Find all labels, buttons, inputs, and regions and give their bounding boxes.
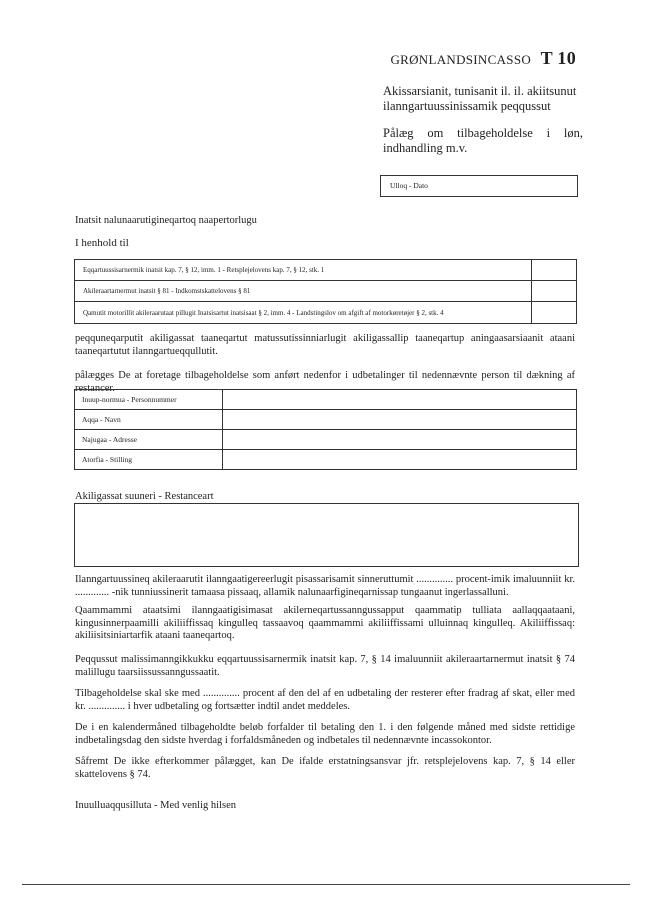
person-table [74,389,577,470]
personnummer-field[interactable] [223,390,577,410]
issuer-name: GRØNLANDSINCASSO [390,52,532,67]
paragraph: Tilbageholdelse skal ske med .............. procent af den del af en udbetaling der resterer efter fradrag af skat, eller med kr. .............. i hver udbetaling og fortsætter indtil andet meddeles. [75,688,575,712]
legal-basis-danish: I henhold til [75,237,129,249]
title-greenlandic: Akissarsianit, tunisanit il. il. akiitsunut ilanngartuussinissamik peqqussut [383,84,577,113]
regulation-text: Akileraartarnermut inatsit § 81 - Indkomstskattelovens § 81 [75,281,532,302]
closing-greeting: Inuulluaqqusilluta - Med venlig hilsen [75,800,236,811]
paragraph: Såfremt De ikke efterkommer pålægget, kan De ifalde erstatningsansvar jfr. retsplejelovens kap. 7, § 14 eller skattelovens § 74. [75,756,575,780]
paragraph: Peqqussut malissimanngikkukku eqqartuussisarnermik inatsit kap. 7, § 14 imaluunniit akileraartarnermut inatsit § 74 malillugu taarsiissussanngussaatit. [75,654,575,678]
regulation-row [75,302,577,324]
title-danish: Pålæg om tilbageholdelse i løn, indhandling m.v. [383,126,583,155]
regulation-checkbox[interactable] [532,281,577,302]
legal-basis-greenlandic: Inatsit nalunaarutigineqartoq naapertorlugu [75,215,257,226]
regulation-text: Eqqartuussisarnermik inatsit kap. 7, § 12, imm. 1 - Retsplejelovens kap. 7, § 12, stk. 1 [75,260,532,281]
restance-type-field[interactable] [74,503,579,567]
paragraph: Qaammammi ataatsimi ilanngaatigisimasat akilerneqartussanngussapput qaammatip tulliata aallaqqaataani, kingusinnerpaamilli akiliiffissaq kingulleq tassaavoq qaammammi akiliiffissami ulluinnaq kingulleq. Akiliiffissaq: akiliisitsiniartarfik ataani taaneqartoq. [75,605,575,641]
regulation-text: Qamutit motorillit akileraarutaat pillugit Inatsisartut inatsisaat § 2, imm. 4 - Landstingslov om afgift af motorkøretøjer § 2, stk. 4 [75,302,532,324]
name-field[interactable] [223,410,577,430]
person-field-label: Inuup-normua - Personnummer [75,390,223,410]
position-field[interactable] [223,450,577,470]
form-code: T 10 [540,48,576,68]
form-header [390,48,576,69]
person-row [75,430,577,450]
person-field-label: Aqqa - Navn [75,410,223,430]
person-field-label: Atorfia - Stilling [75,450,223,470]
date-label: Ulloq - Dato [390,181,428,190]
person-row [75,410,577,430]
restance-type-label: Akiligassat suuneri - Restanceart [75,491,214,502]
regulation-table [74,259,577,324]
date-field[interactable] [380,175,578,197]
regulation-checkbox[interactable] [532,260,577,281]
person-field-label: Najugaa - Adresse [75,430,223,450]
bottom-divider [22,884,630,885]
paragraph: De i en kalendermåned tilbageholdte beløb forfalder til betaling den 1. i den følgende måned med sidste rettidige indbetalingsdag den sidste hverdag i forfaldsmåneden og indbetales til nedennævnte incassokontor. [75,722,575,746]
person-row [75,390,577,410]
regulation-row [75,260,577,281]
address-field[interactable] [223,430,577,450]
order-text-danish: pålægges De at foretage tilbageholdelse som anført nedenfor i udbetalinger til nedennævnte person til dækning af restancer. [75,370,575,394]
paragraph: Ilanngartuussineq akileraarutit ilanngaatigereerlugit pisassarisamit sinneruttumit .............. procent-imik imaluunniit kr. ............. -nik tunniussinerit tamaasa pissaaq, allamik nalunaarfigineqarnissap tungaanut ingerlassalluni. [75,574,575,598]
person-row [75,450,577,470]
regulation-checkbox[interactable] [532,302,577,324]
order-text-greenlandic: peqquneqarputit akiligassat taaneqartut matussutissinniarlugit akiligassallip taaneqartup aningaasarsiaanit ataani taaneqartutut ilanngartueqqullutit. [75,333,575,357]
regulation-row [75,281,577,302]
